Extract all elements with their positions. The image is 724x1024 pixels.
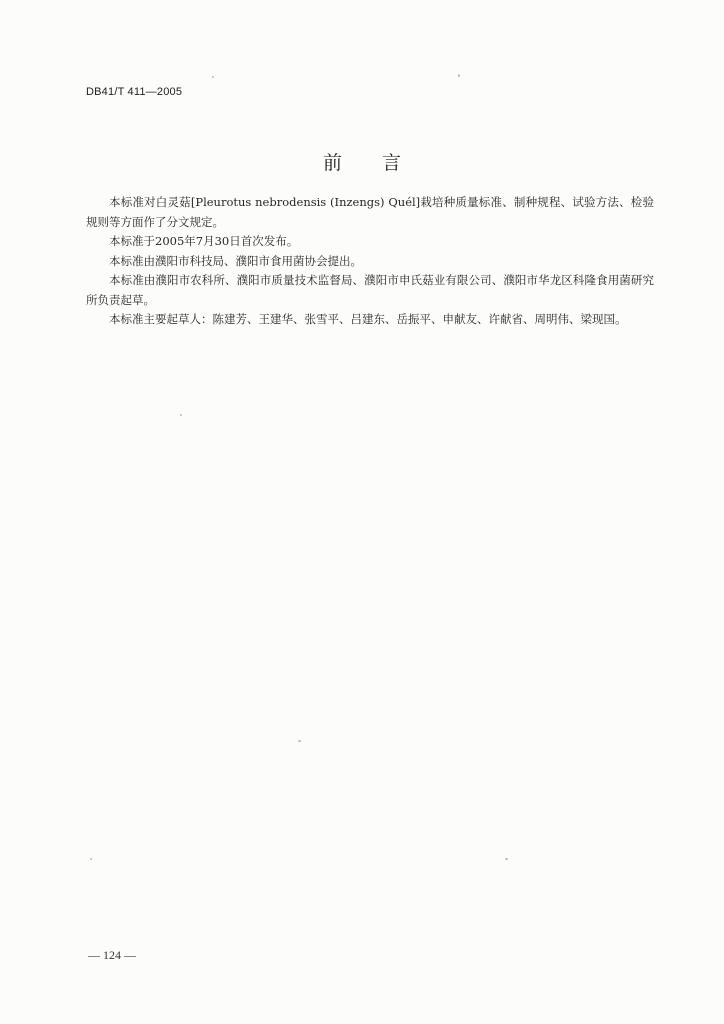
foreword-body [86,193,654,330]
page-number: — 124 — [88,948,136,962]
scan-speck [180,414,182,416]
paragraph-proposer: 本标准由濮阳市科技局、濮阳市食用菌协会提出。 [109,253,362,268]
standard-code: DB41/T 411—2005 [86,86,183,98]
section-title-char-2: 言 [382,152,402,174]
scan-speck [298,740,301,742]
paragraph-scope: 本标准对白灵菇[Pleurotus nebrodensis (Inzengs) Quél]栽培种质量标准、制种规程、试验方法、检验规则等方面作了分文规定。 [86,195,654,229]
scan-speck [90,858,92,860]
section-title [0,148,724,175]
paragraph-drafting-units: 本标准由濮阳市农科所、濮阳市质量技术监督局、濮阳市申氏菇业有限公司、濮阳市华龙区科隆食用菌研究所负责起草。 [86,273,654,307]
paragraph-drafters: 本标准主要起草人：陈建芳、王建华、张雪平、吕建东、岳振平、申献友、许献省、周明伟、梁现国。 [109,312,627,326]
scan-speck [458,74,460,77]
paragraph-release: 本标准于2005年7月30日首次发布。 [109,234,299,248]
scan-speck [212,76,214,78]
scan-speck [505,858,508,860]
section-title-char-1: 前 [322,152,342,174]
